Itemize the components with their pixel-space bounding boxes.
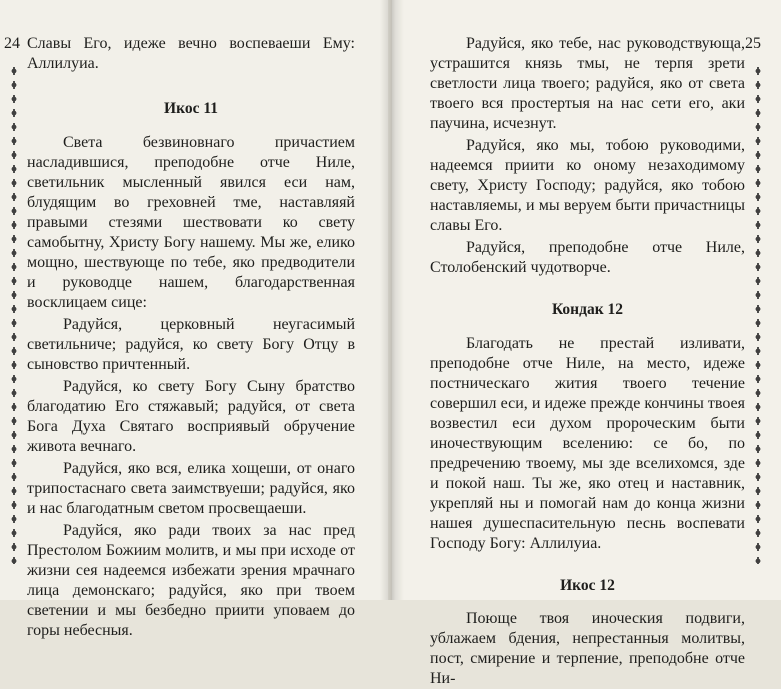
ornament-border-right [751, 64, 765, 564]
paragraph-ikos-11-1: Света безвиновнаго причастием насладившися, преподобне отче Ниле, светильник мысленный явился еси нам, блудящим во греховней тме, наставляяй правыми стезями шествовати ко свету самобытну, Христу Богу нашему. Мы же, елико мощно, шествующе по тебе, яко предводители и руководце нашем, благодарственная восклицаем сице: [27, 134, 355, 311]
intro-line-1: Славы Его, идеже вечно воспеваеши Ему: [27, 35, 355, 52]
left-page-text [27, 34, 355, 641]
heading-ikos-11: Икос 11 [164, 100, 218, 117]
paragraph-ikos-11-7: Радуйся, яко мы, тобою руководими, надеемся приити ко оному незаходимому свету, Христу Господу; радуйся, яко тобою наставляемы, и мы веруем быти причастницы славы Его. [430, 137, 745, 234]
book-gutter [380, 0, 404, 600]
paragraph-ikos-12: Поюще твоя иноческия подвиги, ублажаем бдения, непрестанныя молитвы, пост, смирение и терпение, преподобне отче Ни- [430, 610, 745, 687]
ornament-border-left [7, 64, 21, 564]
paragraph-ikos-11-6: Радуйся, яко тебе, нас руководствующа, устрашится князь тмы, не терпя зрети светлости лица твоего; радуйся, яко от света твоего вся простертыя на нас сети его, аки паучина, исчезнут. [430, 35, 745, 132]
page-number-right: 25 [745, 35, 761, 52]
left-page [0, 0, 388, 639]
paragraph-ikos-11-3: Радуйся, ко свету Богу Сыну братство благодатию Его стяжавый; радуйся, от света Бога Духа Святаго восприявый обручение живота вечнаго. [27, 378, 355, 455]
paragraph-kondak-12: Благодать не престай изливати, преподобне отче Ниле, на место, идеже постническаго жития твоего течение совершил еси, и идеже прежде кончины твоея возвестил еси духом пророческим быти иночествующим вселению: се бо, по предречению твоему, мы зде вселихомся, зде и покой наш. Ты же, яко отец и наставник, укрепляй ны и помогай нам до конца жизни нашея душеспасительную песнь воспевати Господу Богу: Аллилуиа. [430, 335, 745, 552]
paragraph-ikos-11-2: Радуйся, церковный неугасимый светильниче; радуйся, ко свету Богу Отцу в сыновство причтенный. [27, 316, 355, 373]
heading-kondak-12: Кондак 12 [551, 301, 624, 318]
page-number-left: 24 [4, 35, 20, 52]
paragraph-ikos-11-5: Радуйся, яко ради твоих за нас пред Престолом Божиим молитв, и мы при исходе от жизни сея надеемся избежати зрения мрачнаго лица демонскаго; радуйся, яко при твоем светении и мы безбедно приити уповаем до горы небесныя. [27, 522, 355, 639]
paragraph-ikos-11-4: Радуйся, яко вся, елика хощеши, от онаго трипостаснаго света заимствуеши; радуйся, яко и нас благодатным светом просвещаеши. [27, 460, 355, 517]
intro-line-2: Аллилуиа. [27, 55, 99, 72]
heading-ikos-12: Икос 12 [560, 577, 615, 594]
right-page [392, 0, 781, 687]
right-page-text [430, 34, 745, 689]
paragraph-ikos-11-8: Радуйся, преподобне отче Ниле, Столобенский чудотворче. [430, 239, 745, 276]
